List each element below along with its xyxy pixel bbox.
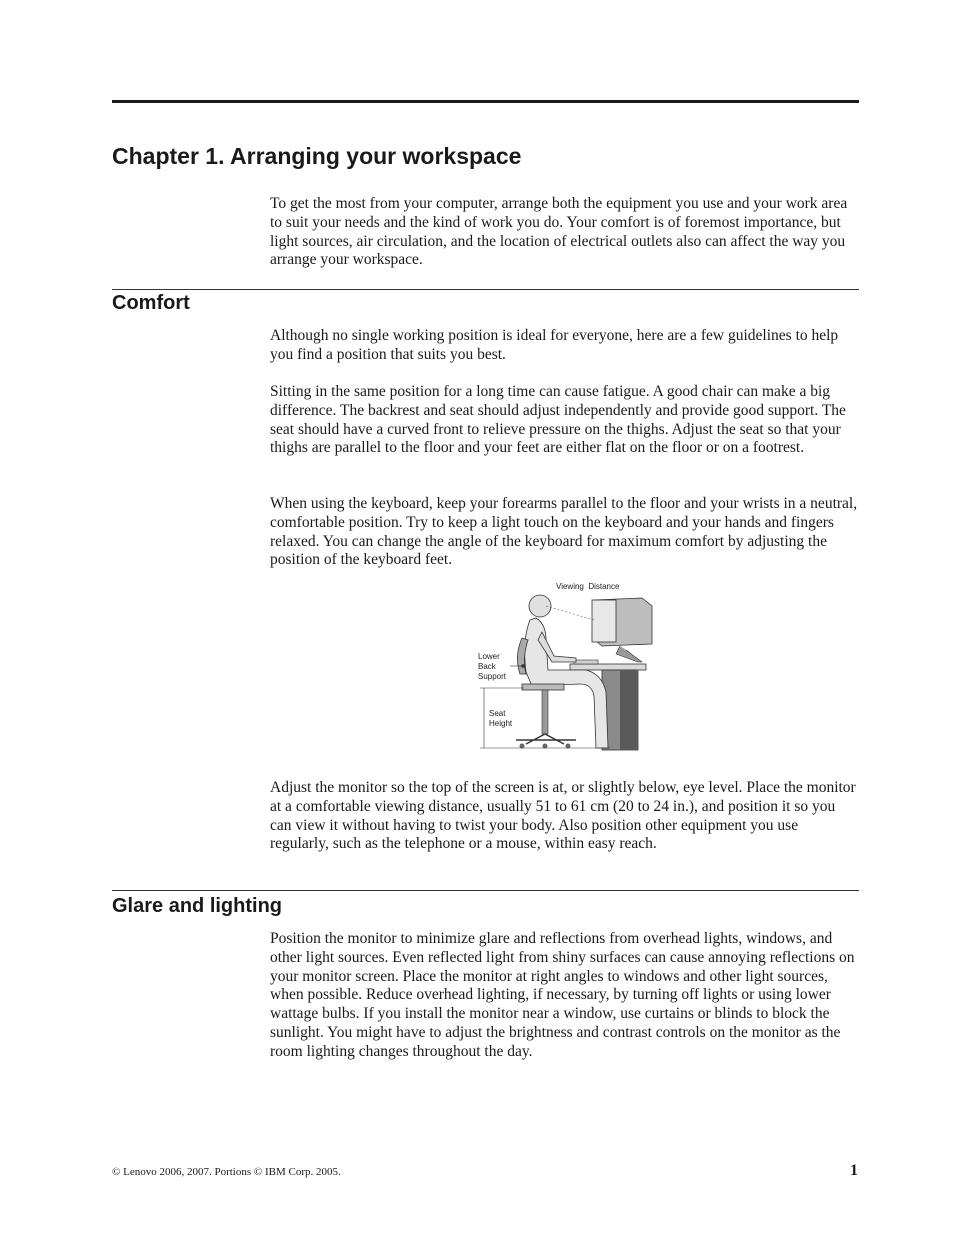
label-line: Support xyxy=(478,672,507,681)
desk-pedestal-shade xyxy=(620,670,638,750)
glare-p1 xyxy=(270,930,860,1062)
desk-top xyxy=(570,664,646,670)
head xyxy=(529,595,551,617)
intro-paragraph: To get the most from your computer, arrange both the equipment you use and your work area to suit your needs and the kind of work you do. Your comfort is of foremost importance, but light sources, air circulation, and the location of electrical outlets also can affect the way you arrange your workspace. xyxy=(270,195,848,269)
comfort-p1 xyxy=(270,327,860,365)
comfort-p3 xyxy=(270,495,860,570)
paragraph: Although no single working position is ideal for everyone, here are a few guidelines to help you find a position that suits you best. xyxy=(270,327,839,363)
sight-line xyxy=(546,606,594,620)
label-line: Lower xyxy=(478,652,500,661)
lower-back-support-label xyxy=(478,652,506,682)
chapter-title: Chapter 1. Arranging your workspace xyxy=(112,143,522,169)
paragraph: Position the monitor to minimize glare and reflections from overhead lights, windows, and other light sources. Even reflected light from shiny surfaces can cause annoying reflections on your monitor screen. Place the monitor at right angles to windows and other light sources, when possible. Reduce overhead lighting, if necessary, by turning off lights or using lower wattage bulbs. If you install the monitor near a window, use curtains or blinds to block the sunlight. You might have to adjust the brightness and contrast controls on the monitor as the room lighting changes throughout the day. xyxy=(270,930,855,1060)
chair-post xyxy=(542,690,548,734)
comfort-rule xyxy=(112,289,859,290)
glare-heading: Glare and lighting xyxy=(112,895,283,917)
chair-seat xyxy=(522,684,564,690)
page-number: 1 xyxy=(850,1162,858,1179)
workstation-figure xyxy=(470,580,660,756)
pointer-dot xyxy=(521,664,525,668)
viewing-distance-label: Viewing Distance xyxy=(556,582,620,591)
monitor-screen xyxy=(592,600,616,642)
footer-copyright: © Lenovo 2006, 2007. Portions © IBM Corp. 2005. xyxy=(112,1166,341,1178)
keyboard xyxy=(574,660,598,664)
paragraph: Adjust the monitor so the top of the screen is at, or slightly below, eye level. Place the monitor at a comfortable viewing distance, usually 51 to 61 cm (20 to 24 in.), and position it so you can view it without having to twist your body. Also position other equipment you use regularly, such as the telephone or a mouse, within easy reach. xyxy=(270,779,856,853)
paragraph: Sitting in the same position for a long time can cause fatigue. A good chair can make a big difference. The backrest and seat should adjust independently and provide good support. The seat should have a curved front to relieve pressure on the thighs. Adjust the seat so that your thighs are parallel to the floor and your feet are either flat on the floor or on a footrest. xyxy=(270,383,846,457)
label-line: Seat xyxy=(489,709,506,718)
chair-base xyxy=(516,734,576,744)
comfort-p4 xyxy=(270,779,860,854)
seat-height-label xyxy=(489,709,512,729)
chapter-rule xyxy=(112,100,859,103)
glare-rule xyxy=(112,890,859,891)
comfort-heading: Comfort xyxy=(112,292,190,314)
label-line: Height xyxy=(489,719,513,728)
paragraph: When using the keyboard, keep your forearms parallel to the floor and your wrists in a neutral, comfortable position. Try to keep a light touch on the keyboard and your hands and fingers relaxed. You can change the angle of the keyboard for maximum comfort by adjusting the position of the keyboard feet. xyxy=(270,495,858,569)
comfort-p2 xyxy=(270,383,860,458)
chapter-intro xyxy=(270,195,860,270)
monitor-arm xyxy=(616,646,642,662)
label-line: Back xyxy=(478,662,496,671)
